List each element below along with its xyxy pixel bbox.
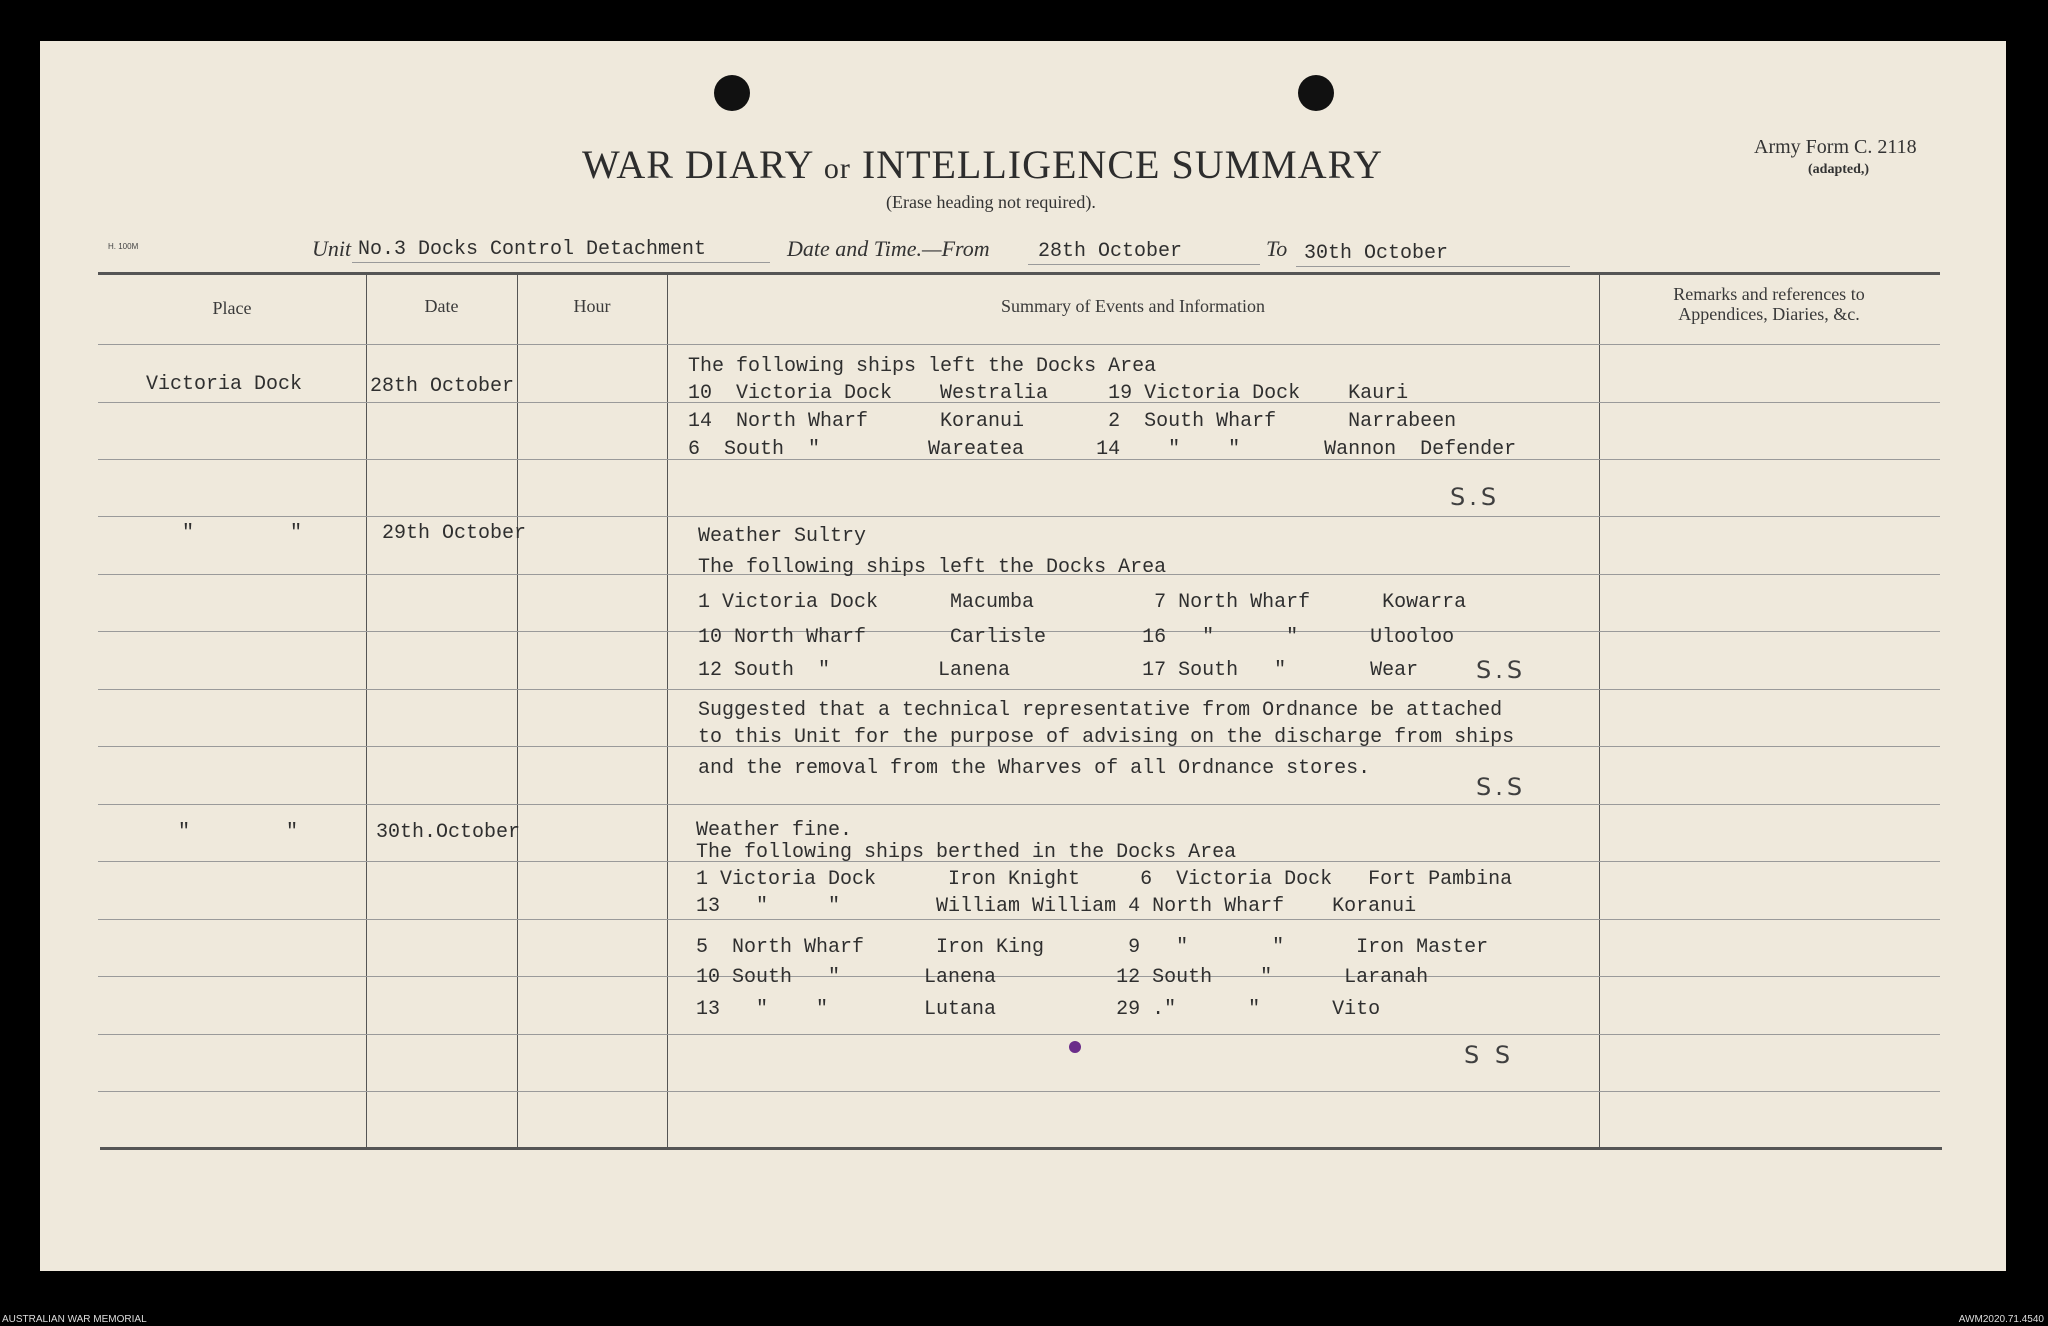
entry2-line: The following ships left the Docks Area [698,556,1167,579]
army-form-number: Army Form C. 2118 [1754,136,1917,158]
entry2-date: 29th October [382,522,527,545]
col-header-date: Date [424,296,459,316]
date-to-value: 30th October [1304,242,1449,265]
entry3-date: 30th.October [376,821,521,844]
col-header-place: Place [212,298,252,318]
date-from-value: 28th October [1038,240,1183,263]
entry1-line: 14 North Wharf Koranui 2 South Wharf Narrabeen [688,410,1457,433]
entry3-place-ditto: " " [178,821,299,844]
title-or: or [823,152,851,185]
entry2-line: 10 North Wharf Carlisle 16 " " Ulooloo [698,626,1455,649]
title-part2: INTELLIGENCE SUMMARY [861,142,1383,187]
col-header-hour: Hour [573,296,611,316]
entry1-date: 28th October [370,375,515,398]
date-to-label: To [1266,236,1288,261]
ink-dot [1069,1041,1081,1053]
table-top-rule [98,272,1940,275]
entry3-line: 1 Victoria Dock Iron Knight 6 Victoria Dock Fort Pambina [696,868,1513,891]
entry3-line: Weather fine. [696,819,853,842]
entry1-line: The following ships left the Docks Area [688,355,1157,378]
punch-hole-left [714,75,750,111]
entry1-line: 10 Victoria Dock Westralia 19 Victoria Dock Kauri [688,382,1409,405]
entry3-line: 5 North Wharf Iron King 9 " " Iron Master [696,936,1489,959]
entry1-initials: S.S [1450,483,1501,511]
entry2-line: 1 Victoria Dock Macumba 7 North Wharf Kowarra [698,591,1467,614]
entry2-line: 12 South " Lanena 17 South " Wear [698,659,1419,682]
footer-institution: AUSTRALIAN WAR MEMORIAL [2,1314,147,1325]
entry2-initials-2: S.S [1476,773,1527,801]
entry1-place: Victoria Dock [146,373,303,396]
form-subtitle: (Erase heading not required). [886,192,1096,212]
entry2-line: Weather Sultry [698,525,867,548]
title-part1: WAR DIARY [582,142,813,187]
entry2-initials-1: S.S [1476,656,1527,684]
date-from-label: Date and Time.—From [787,236,990,261]
unit-label: Unit [312,236,352,261]
entry2-note-line: to this Unit for the purpose of advising on the discharge from ships [698,726,1515,749]
col-header-remarks-1: Remarks and references to [1673,284,1865,304]
col-header-remarks-2: Appendices, Diaries, &c. [1678,304,1860,324]
punch-hole-right [1298,75,1334,111]
entry1-line: 6 South " Wareatea 14 " " Wannon Defender [688,438,1517,461]
col-header-summary: Summary of Events and Information [1001,296,1265,316]
print-code: H. 100M [108,242,139,251]
entry3-initials: S S [1464,1041,1515,1069]
entry2-note-line: Suggested that a technical representative from Ordnance be attached [698,699,1503,722]
entry3-line: 10 South " Lanena 12 South " Laranah [696,966,1429,989]
table-bottom-rule [100,1147,1942,1150]
unit-value: No.3 Docks Control Detachment [358,238,707,261]
entry2-place-ditto: " " [182,522,303,545]
army-form-adapted: (adapted,) [1808,162,1870,177]
entry3-line: 13 " " William William 4 North Wharf Koranui [696,895,1417,918]
form-title [582,141,1383,188]
diary-sheet [40,41,2006,1271]
entry3-line: The following ships berthed in the Docks Area [696,841,1237,864]
entry2-note-line: and the removal from the Wharves of all Ordnance stores. [698,757,1371,780]
entry3-line: 13 " " Lutana 29 ." " Vito [696,998,1381,1021]
footer-accession: AWM2020.71.4540 [1958,1314,2044,1325]
